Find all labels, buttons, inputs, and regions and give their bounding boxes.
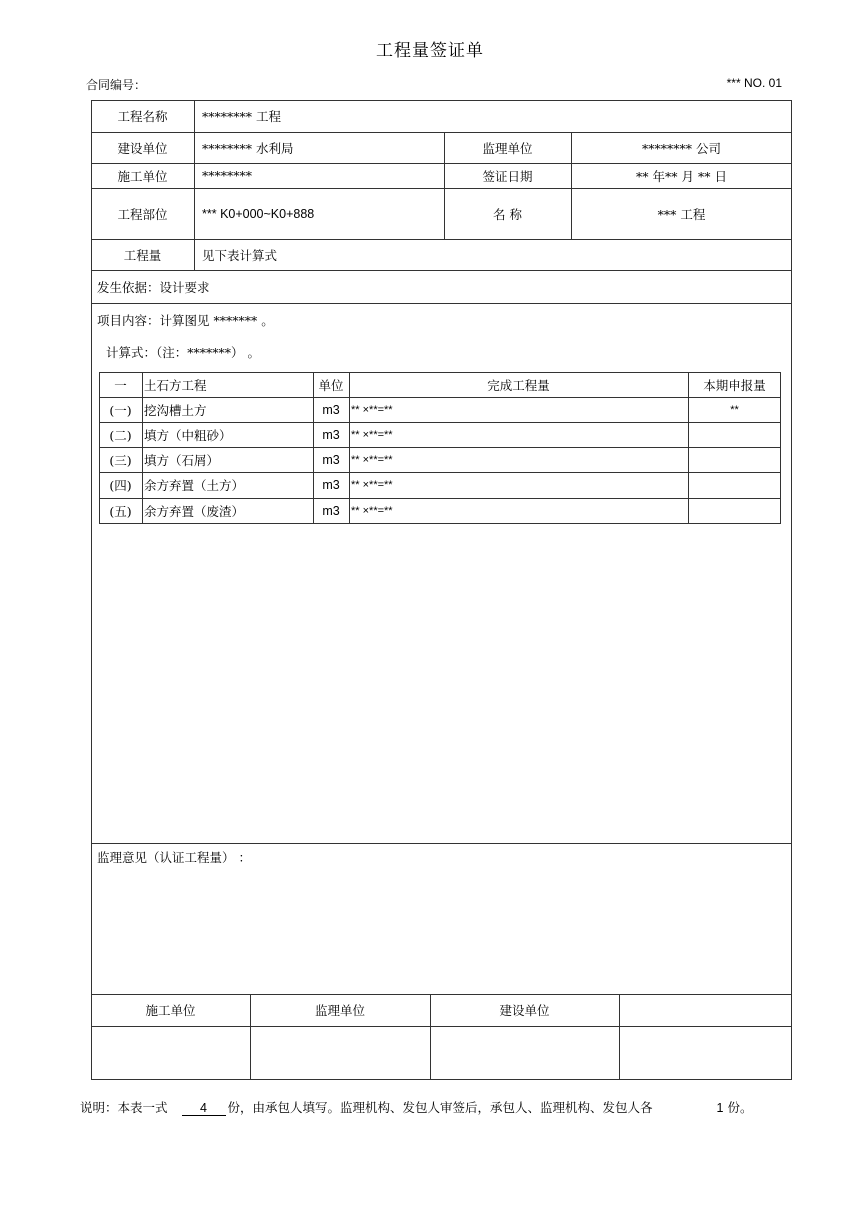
signature-contractor-label: 施工单位 — [145, 1003, 196, 1018]
row-divider — [91, 239, 792, 240]
table-header-no: 一 — [114, 377, 127, 393]
table-row-formula: ** ×**=** — [351, 479, 393, 491]
owner-label: 建设单位 — [117, 140, 168, 156]
table-row-item: 挖沟槽土方 — [144, 402, 207, 418]
basis-text: 发生依据：设计要求 — [97, 279, 210, 295]
project-name-value: ******** 工程 — [202, 109, 281, 124]
table-header-report: 本期申报量 — [703, 377, 766, 393]
signature-extra-label — [619, 994, 792, 1026]
quantity-label: 工程量 — [123, 247, 162, 263]
table-row-no: (五) — [109, 504, 132, 519]
footnote-copies: 4 — [182, 1101, 226, 1116]
signature-supervisor-label: 监理单位 — [314, 1003, 365, 1018]
signature-contractor-box[interactable] — [91, 1026, 250, 1080]
contract-number-label: 合同编号： — [86, 78, 147, 92]
supervision-opinion-label: 监理意见（认证工程量） ： — [97, 850, 251, 865]
signature-owner-box[interactable] — [430, 1026, 619, 1080]
table-row-report: ** — [730, 403, 739, 416]
table-row-no: (四) — [109, 478, 132, 493]
table-row-item: 余方弃置（土方） — [144, 478, 245, 493]
document-number: *** NO. 01 — [726, 76, 782, 90]
table-row-report — [688, 422, 781, 447]
contractor-value: ******** — [202, 168, 252, 183]
location-value: *** K0+000~K0+888 — [202, 206, 315, 221]
table-row-formula: ** ×**=** — [351, 403, 393, 416]
date-label: 签证日期 — [482, 168, 533, 184]
row-divider — [91, 303, 792, 304]
table-row-formula: ** ×**=** — [351, 505, 393, 517]
col-divider — [194, 100, 195, 270]
table-row-report — [688, 498, 781, 524]
footnote-suffix: 份。 — [727, 1100, 753, 1115]
table-row-item: 填方（石屑） — [144, 452, 220, 468]
signature-extra-box[interactable] — [619, 1026, 792, 1080]
signature-supervisor-box[interactable] — [250, 1026, 430, 1080]
table-row-unit: m3 — [322, 402, 340, 417]
table-row-item: 余方弃置（废渣） — [144, 504, 245, 519]
name-value: *** 工程 — [657, 206, 706, 222]
table-header-item: 土石方工程 — [144, 377, 207, 393]
table-row-formula: ** ×**=** — [351, 428, 393, 441]
table-row-unit: m3 — [322, 504, 340, 518]
supervisor-label: 监理单位 — [482, 140, 533, 156]
table-row-unit: m3 — [322, 427, 340, 442]
table-row-formula: ** ×**=** — [351, 453, 393, 466]
table-row-report — [688, 447, 781, 472]
table-row-unit: m3 — [322, 452, 340, 467]
table-col-divider — [142, 372, 143, 524]
location-label: 工程部位 — [117, 206, 168, 222]
table-header-quantity: 完成工程量 — [487, 377, 550, 393]
row-divider — [91, 843, 792, 844]
project-name-label: 工程名称 — [117, 109, 168, 124]
form-frame — [91, 100, 792, 1080]
table-row-no: (一) — [109, 402, 132, 418]
footnote-middle: 份，由承包人填写。监理机构、发包人审签后，承包人、监理机构、发包人各 — [227, 1100, 653, 1115]
name-label: 名 称 — [493, 206, 522, 222]
owner-value: ******** 水利局 — [202, 140, 294, 156]
table-row-report — [688, 472, 781, 498]
supervisor-value: ******** 公司 — [642, 140, 721, 156]
date-value: ** 年** 月 ** 日 — [636, 168, 727, 184]
footnote-prefix: 说明：本表一式 — [80, 1100, 168, 1115]
page-title: 工程量签证单 — [376, 41, 484, 61]
table-row-no: (二) — [109, 427, 132, 443]
contractor-label: 施工单位 — [117, 168, 168, 184]
table-row-item: 填方（中粗砂） — [144, 427, 232, 443]
formula-text: 计算式：（注：*******） 。 — [106, 345, 260, 360]
signature-owner-label: 建设单位 — [499, 1003, 550, 1018]
table-row-unit: m3 — [322, 478, 340, 492]
table-row-no: (三) — [109, 452, 132, 468]
quantity-value: 见下表计算式 — [202, 247, 278, 263]
footnote-each: 1 — [716, 1101, 724, 1115]
content-text: 项目内容：计算图见 ******* 。 — [97, 313, 274, 328]
footnote — [80, 1098, 753, 1116]
table-header-unit: 单位 — [318, 377, 344, 393]
